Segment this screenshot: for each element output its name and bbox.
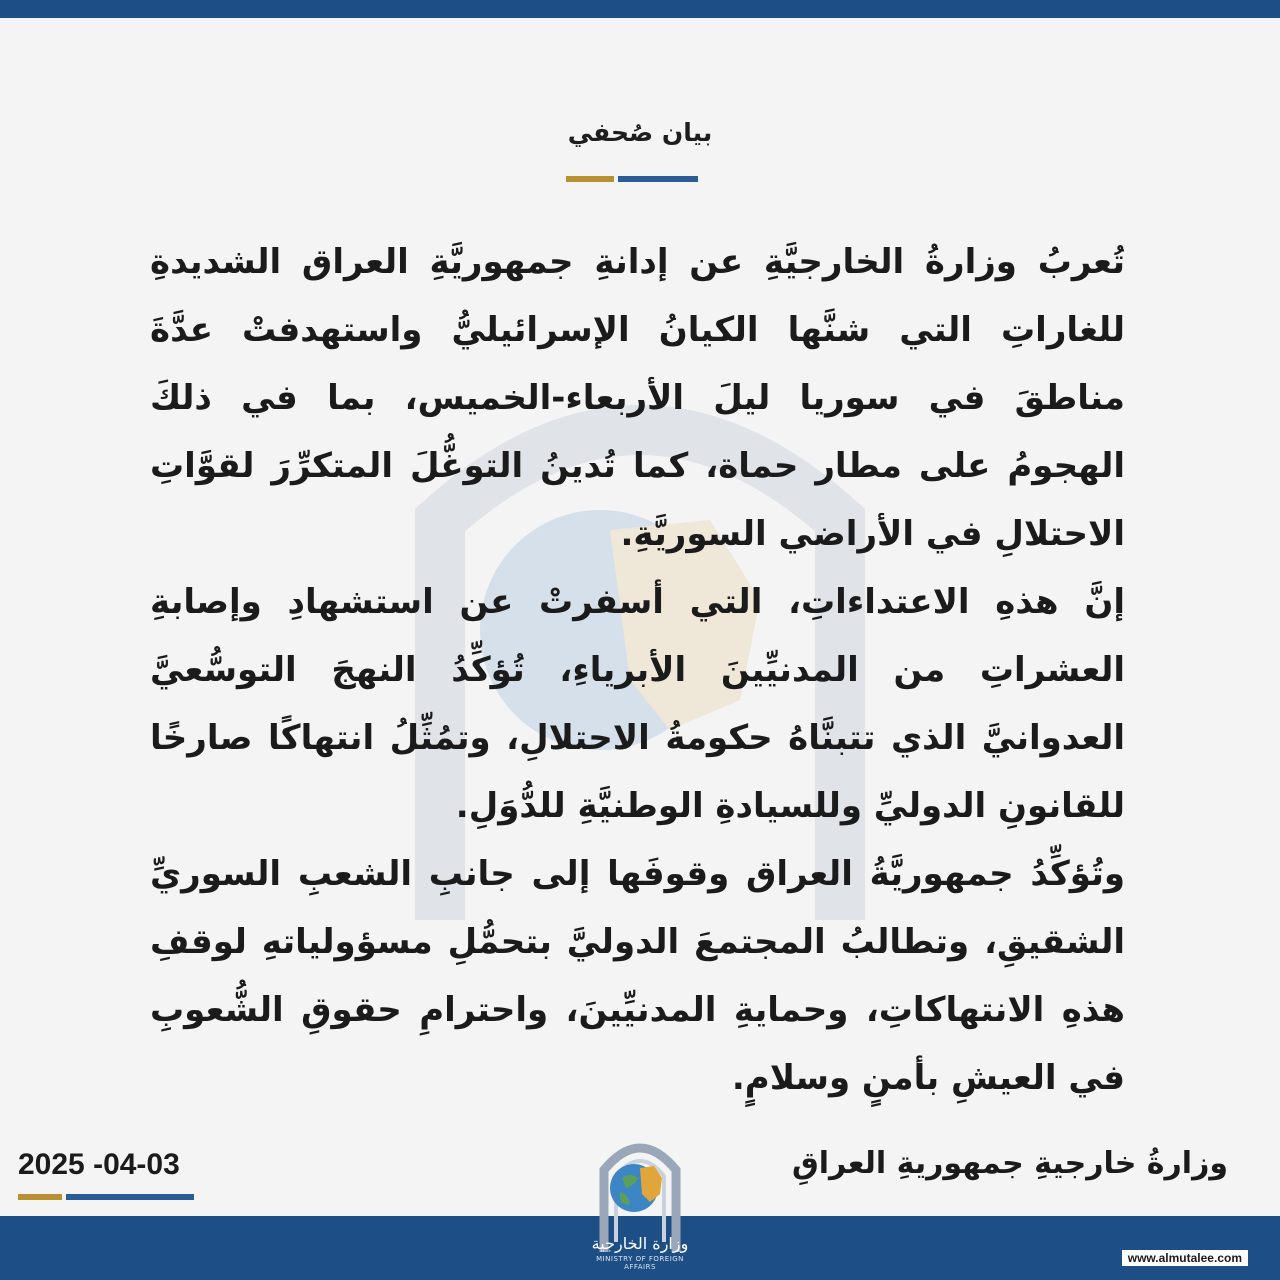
- date-underline-blue: [66, 1194, 194, 1200]
- ministry-signature: وزارةُ خارجيةِ جمهوريةِ العراقِ: [791, 1146, 1228, 1181]
- statement-date: 2025 -04-03: [18, 1148, 180, 1181]
- statement-body: [150, 228, 1125, 1112]
- statement-paragraph-2: إنَّ هذهِ الاعتداءاتِ، التي أسفرتْ عن استشهادِ وإصابةِ العشراتِ من المدنيِّينَ الأبرياءِ، تُؤكِّدُ النهجَ التوسُّعيَّ العدوانيَّ الذي تتبنَّاهُ حكومةُ الاحتلالِ، وتمُثِّلُ انتهاكًا صارخًا للقانونِ الدوليِّ وللسيادةِ الوطنيَّةِ للدُّوَلِ.: [150, 582, 1125, 826]
- title-underline-blue: [618, 176, 698, 182]
- page-title: بيان صُحفي: [567, 118, 713, 147]
- date-underline-gold: [18, 1194, 62, 1200]
- website-link[interactable]: www.almutalee.com: [1122, 1250, 1248, 1266]
- press-release-heading: [540, 118, 740, 147]
- statement-paragraph-3: وتُؤكِّدُ جمهوريَّةُ العراق وقوفَها إلى جانبِ الشعبِ السوريِّ الشقيقِ، وتطالبُ المجتمعَ الدوليَّ بتحمُّلِ مسؤولياتهِ لوقفِ هذهِ الانتهاكاتِ، وحمايةِ المدنيِّينَ، واحترامِ حقوقِ الشُّعوبِ في العيشِ بأمنٍ وسلامٍ.: [150, 854, 1125, 1098]
- ministry-logo-subtext: MINISTRY OF FOREIGN AFFAIRS: [596, 1255, 684, 1271]
- statement-paragraph-1: تُعربُ وزارةُ الخارجيَّةِ عن إدانةِ جمهوريَّةِ العراق الشديدةِ للغاراتِ التي شنَّها الكيانُ الإسرائيليُّ واستهدفتْ عدَّةَ مناطقَ في سوريا ليلَ الأربعاء-الخميس، بما في ذلكَ الهجومُ على مطار حماة، كما تُدينُ التوغُّلَ المتكرِّرَ لقوَّاتِ الاحتلالِ في الأراضي السوريَّةِ.: [150, 242, 1125, 554]
- ministry-logo-text: وزارة الخارجية: [591, 1234, 689, 1253]
- top-banner-bar: [0, 0, 1280, 18]
- title-underline-gold: [566, 176, 614, 182]
